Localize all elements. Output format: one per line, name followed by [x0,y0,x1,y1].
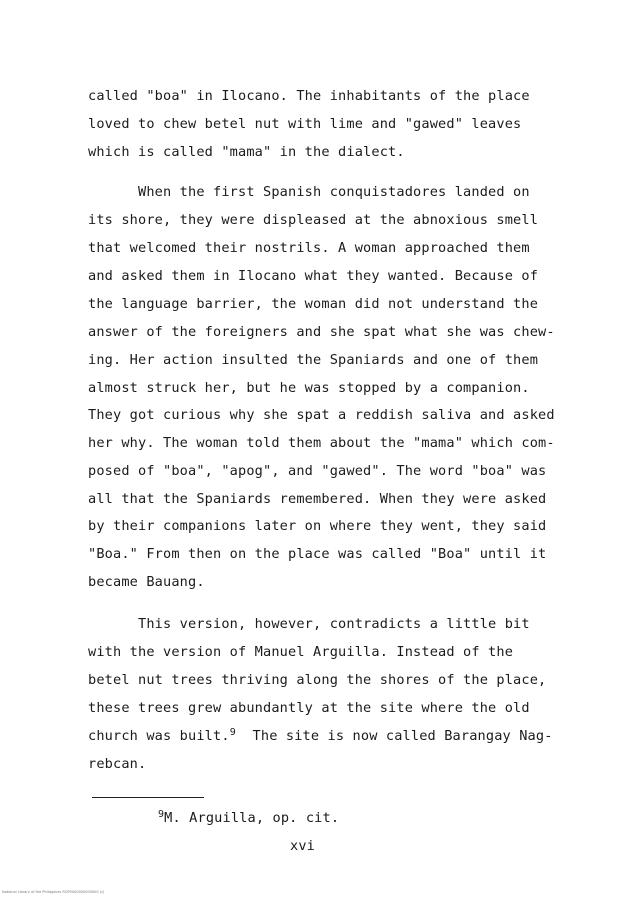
text-line: loved to chew betel nut with lime and "gawed" leaves [88,116,522,132]
text-line: When the first Spanish conquistadores landed on [88,184,530,200]
text-line-with-footnote-ref [88,728,553,744]
text-line: "Boa." From then on the place was called "Boa" until it [88,546,547,562]
footnote-marker: 9 [158,809,165,820]
text-line: became Bauang. [88,574,205,590]
text-line: her why. The woman told them about the "mama" which com- [88,435,555,451]
text-line: almost struck her, but he was stopped by a companion. [88,380,530,396]
text-line: all that the Spaniards remembered. When they were asked [88,491,547,507]
scan-footer-caption: National Library of the Philippines ROP0000000000000 (c) [2,890,105,894]
text-line: betel nut trees thriving along the shores of the place, [88,672,547,688]
footnote [158,810,339,826]
page-number: xvi [290,838,316,854]
text-line: the language barrier, the woman did not understand the [88,296,539,312]
text-line: which is called "mama" in the dialect. [88,144,405,160]
text-line: rebcan. [88,756,147,772]
text-line: these trees grew abundantly at the site where the old [88,700,530,716]
footnote-divider [92,797,204,798]
text-line: and asked them in Ilocano what they wanted. Because of [88,268,539,284]
footnote-reference: 9 [229,727,236,738]
text-line: its shore, they were displeased at the abnoxious smell [88,212,539,228]
text-line: with the version of Manuel Arguilla. Instead of the [88,644,514,660]
text-line: posed of "boa", "apog", and "gawed". The word "boa" was [88,463,547,479]
text-line: They got curious why she spat a reddish saliva and asked [88,407,555,423]
text-line: This version, however, contradicts a little bit [88,616,530,632]
text-segment: The site is now called Barangay Nag- [235,728,553,744]
footnote-text: M. Arguilla, op. cit. [164,810,340,826]
text-line: answer of the foreigners and she spat what she was chew- [88,324,555,340]
text-line: called "boa" in Ilocano. The inhabitants of the place [88,88,530,104]
text-line: ing. Her action insulted the Spaniards and one of them [88,352,539,368]
text-line: that welcomed their nostrils. A woman approached them [88,240,530,256]
text-segment: church was built. [88,728,230,744]
text-line: by their companions later on where they went, they said [88,518,547,534]
